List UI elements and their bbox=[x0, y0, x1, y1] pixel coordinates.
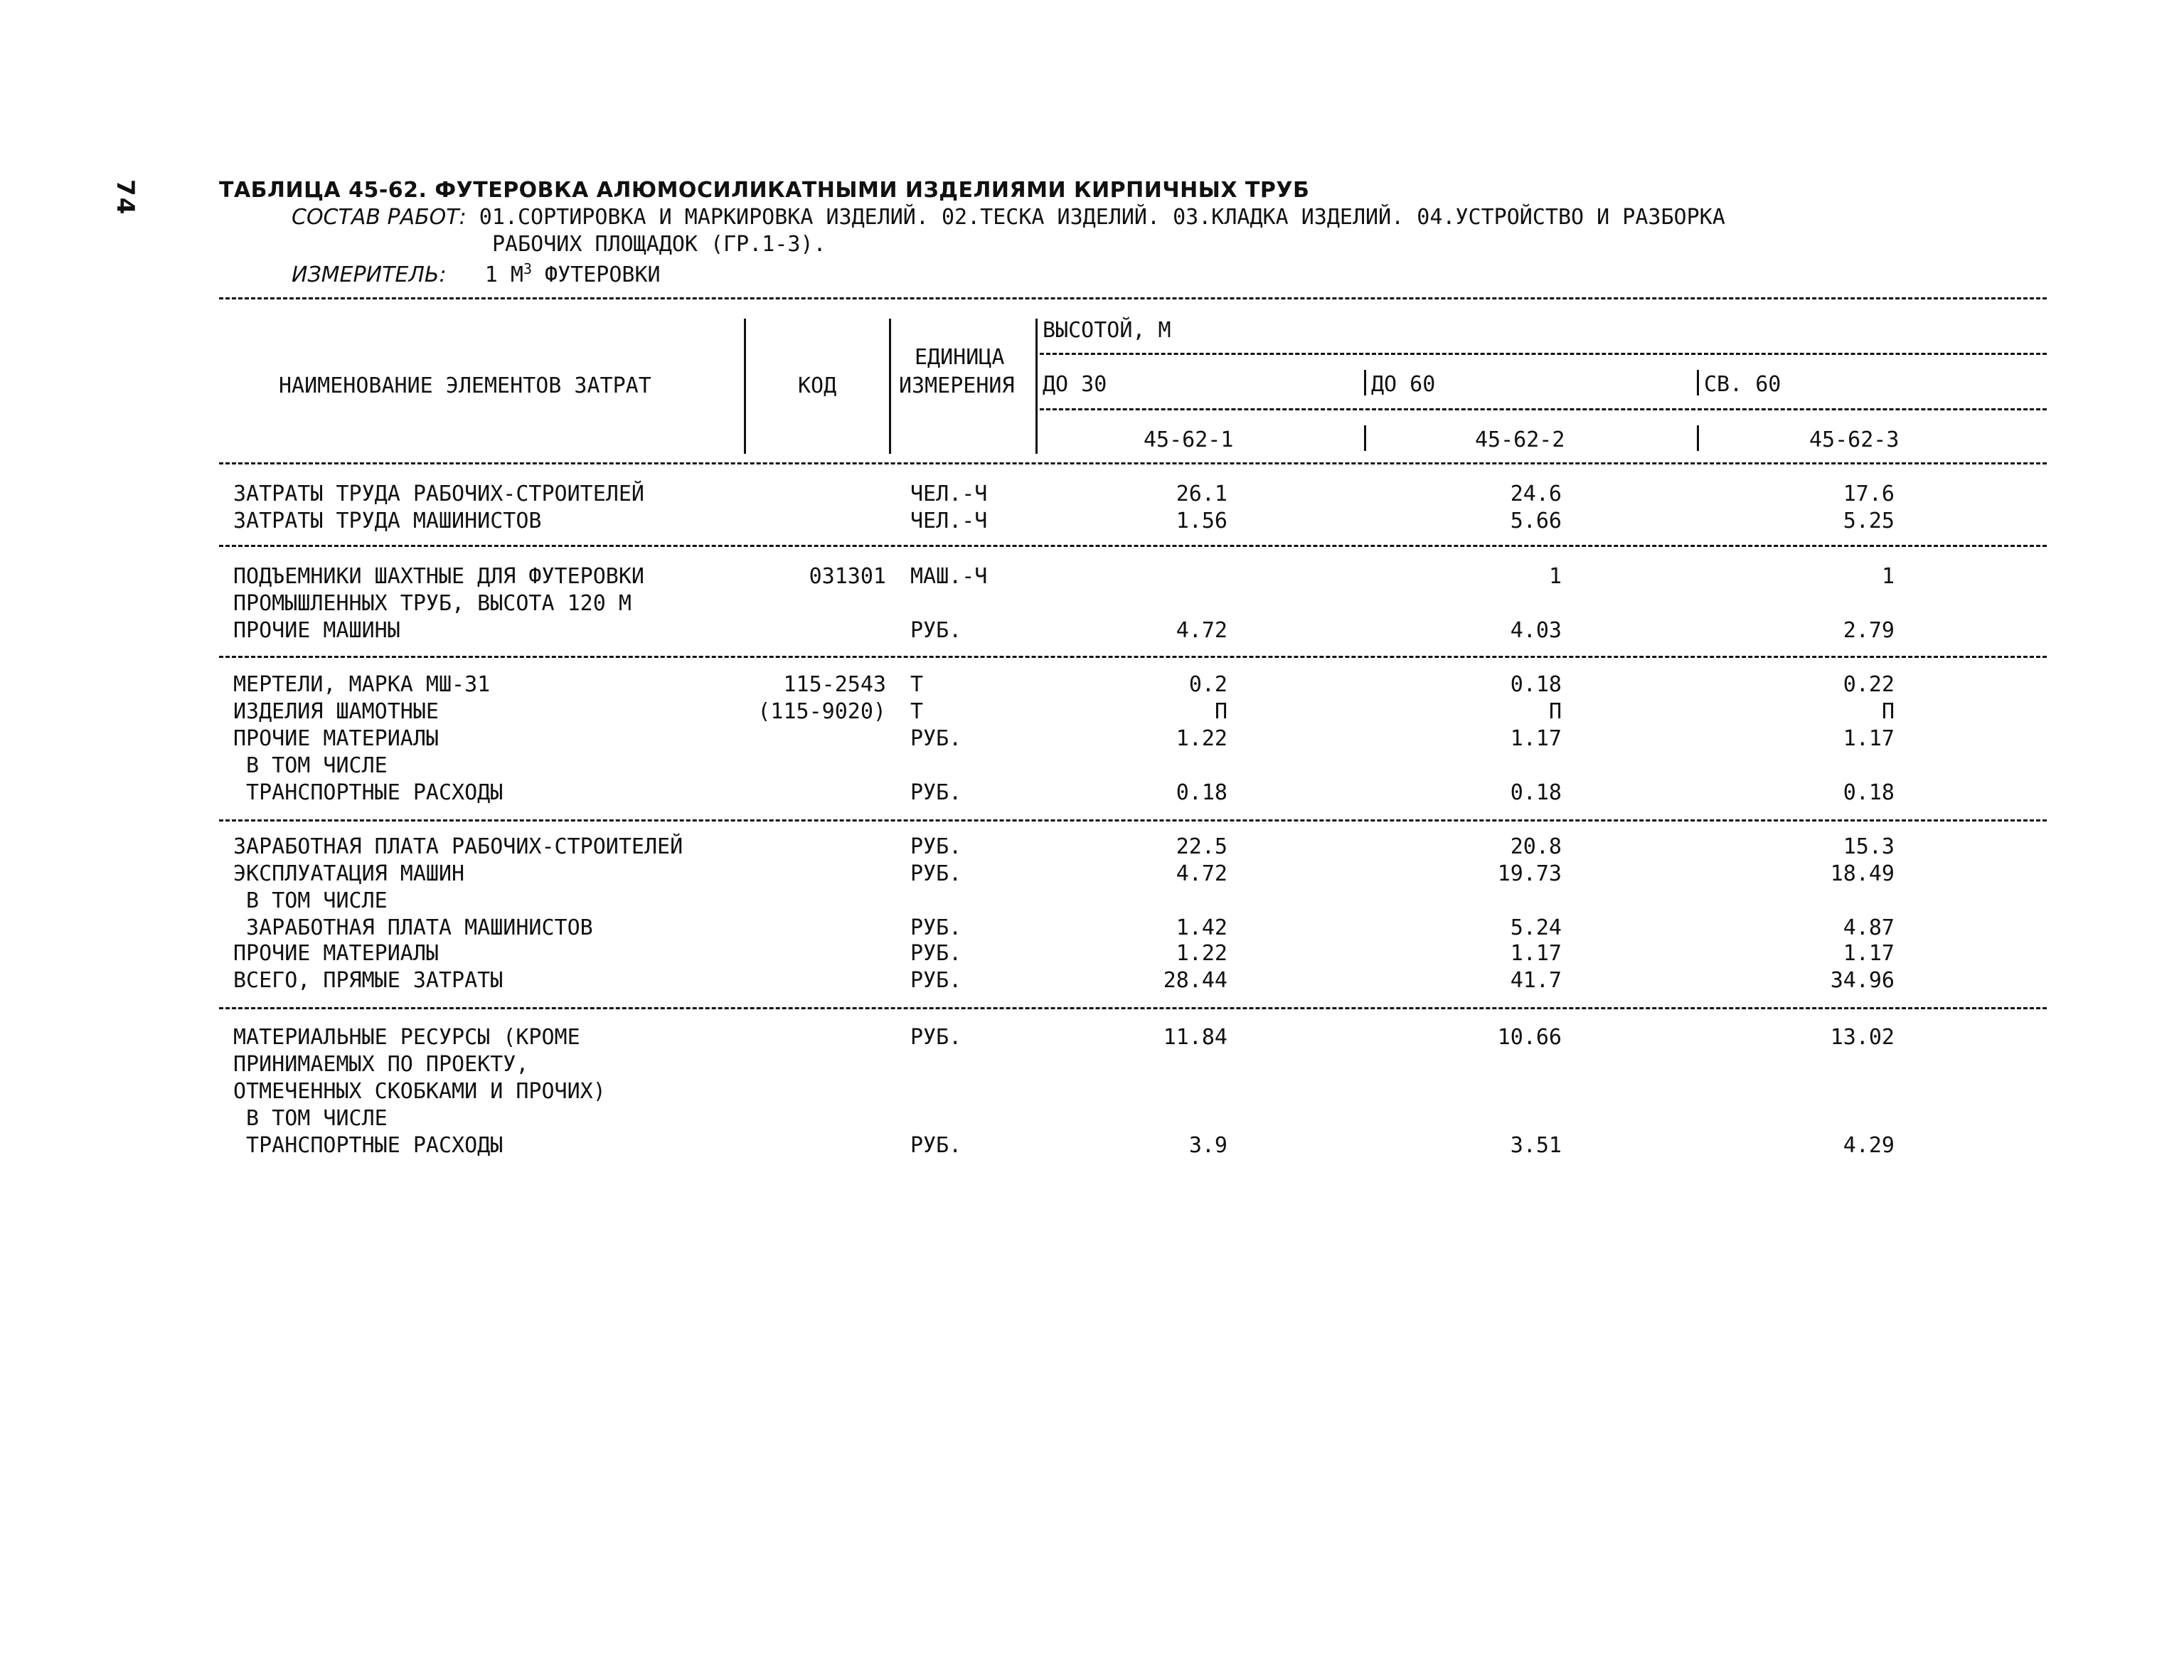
row-value-do30: П bbox=[1214, 699, 1227, 724]
row-value-do60: 20.8 bbox=[1510, 834, 1562, 859]
row-value-do30: 11.84 bbox=[1163, 1025, 1227, 1050]
row-unit: Т bbox=[910, 672, 924, 697]
row-name: ИЗДЕЛИЯ ШАМОТНЫЕ bbox=[233, 699, 439, 724]
row-value-do60: 5.24 bbox=[1510, 915, 1562, 940]
row-value-do60: 5.66 bbox=[1510, 509, 1562, 533]
row-value-do30: 28.44 bbox=[1163, 968, 1227, 993]
row-value-do30: 1.42 bbox=[1176, 915, 1227, 940]
measure-value-suffix: ФУТЕРОВКИ bbox=[532, 262, 661, 287]
row-unit: РУБ. bbox=[910, 941, 962, 966]
header-top-rule bbox=[219, 297, 2047, 299]
measure-label: ИЗМЕРИТЕЛЬ: bbox=[292, 262, 447, 287]
row-value-sv60: 17.6 bbox=[1843, 482, 1895, 506]
row-value-do60: 19.73 bbox=[1497, 861, 1562, 886]
row-value-do60: П bbox=[1548, 699, 1562, 724]
header-height-3: СВ. 60 bbox=[1704, 372, 1781, 397]
row-value-sv60: 5.25 bbox=[1843, 509, 1895, 533]
row-name: ОТМЕЧЕННЫХ СКОБКАМИ И ПРОЧИХ) bbox=[233, 1079, 606, 1104]
header-bottom-rule bbox=[219, 462, 2047, 464]
measure-line bbox=[292, 260, 661, 287]
row-value-sv60: 15.3 bbox=[1843, 834, 1895, 859]
row-name: ЗАРАБОТНАЯ ПЛАТА МАШИНИСТОВ bbox=[233, 915, 593, 940]
row-value-do60: 1.17 bbox=[1510, 726, 1562, 751]
header-height-2: ДО 60 bbox=[1371, 372, 1436, 397]
row-name: МЕРТЕЛИ, МАРКА МШ-31 bbox=[233, 672, 491, 697]
row-name: В ТОМ ЧИСЛЕ bbox=[233, 753, 388, 778]
row-unit: РУБ. bbox=[910, 861, 962, 886]
row-unit: РУБ. bbox=[910, 780, 962, 805]
header-divider-3 bbox=[1035, 319, 1038, 454]
measure-value-sup: 3 bbox=[523, 260, 532, 277]
header-height-1: ДО 30 bbox=[1043, 372, 1107, 397]
row-value-do60: 10.66 bbox=[1497, 1025, 1562, 1050]
group-separator-2 bbox=[219, 656, 2047, 658]
row-value-do30: 1.22 bbox=[1176, 941, 1227, 966]
group-separator-4 bbox=[219, 1007, 2047, 1009]
measure-value-prefix: 1 М bbox=[484, 262, 523, 287]
row-unit: Т bbox=[910, 699, 924, 724]
row-unit: РУБ. bbox=[910, 726, 962, 751]
row-name: ЗАТРАТЫ ТРУДА МАШИНИСТОВ bbox=[233, 509, 542, 533]
row-name: В ТОМ ЧИСЛЕ bbox=[233, 888, 388, 913]
composition-text-1: 01.СОРТИРОВКА И МАРКИРОВКА ИЗДЕЛИЙ. 02.ТЕСКА ИЗДЕЛИЙ. 03.КЛАДКА ИЗДЕЛИЙ. 04.УСТРОЙСТВО И РАЗБОРКА bbox=[479, 205, 1725, 230]
row-value-sv60: 2.79 bbox=[1843, 618, 1895, 643]
header-sub-rule-2 bbox=[1040, 408, 2047, 410]
row-value-sv60: 18.49 bbox=[1830, 861, 1895, 886]
row-value-do30: 1.22 bbox=[1176, 726, 1227, 751]
header-divider-2 bbox=[889, 319, 891, 454]
table-title: ТАБЛИЦА 45-62. ФУТЕРОВКА АЛЮМОСИЛИКАТНЫМИ ИЗДЕЛИЯМИ КИРПИЧНЫХ ТРУБ bbox=[219, 178, 1310, 203]
row-value-do60: 1 bbox=[1548, 564, 1562, 589]
row-name: ЭКСПЛУАТАЦИЯ МАШИН bbox=[233, 861, 465, 886]
header-divider-7 bbox=[1697, 425, 1699, 451]
row-value-sv60: 4.29 bbox=[1843, 1133, 1895, 1158]
page-number: 74 bbox=[111, 179, 139, 216]
row-name: ПОДЪЕМНИКИ ШАХТНЫЕ ДЛЯ ФУТЕРОВКИ bbox=[233, 564, 644, 589]
row-value-do30: 0.18 bbox=[1176, 780, 1227, 805]
row-unit: РУБ. bbox=[910, 915, 962, 940]
header-code-1: 45-62-1 bbox=[1144, 427, 1234, 452]
header-unit-col-2: ИЗМЕРЕНИЯ bbox=[899, 373, 1015, 398]
row-name: ВСЕГО, ПРЯМЫЕ ЗАТРАТЫ bbox=[233, 968, 504, 993]
row-value-sv60: 1 bbox=[1881, 564, 1895, 589]
row-value-do30: 22.5 bbox=[1176, 834, 1227, 859]
row-unit: РУБ. bbox=[910, 1133, 962, 1158]
header-divider-6 bbox=[1364, 425, 1366, 451]
group-separator-3 bbox=[219, 819, 2047, 822]
header-divider-4 bbox=[1364, 370, 1366, 395]
row-value-sv60: 0.22 bbox=[1843, 672, 1895, 697]
row-code: 115-2543 bbox=[783, 672, 886, 697]
row-unit: РУБ. bbox=[910, 1025, 962, 1050]
row-name: МАТЕРИАЛЬНЫЕ РЕСУРСЫ (КРОМЕ bbox=[233, 1025, 580, 1050]
header-divider-5 bbox=[1697, 370, 1699, 395]
row-unit: РУБ. bbox=[910, 968, 962, 993]
header-unit-col-1: ЕДИНИЦА bbox=[915, 345, 1005, 370]
row-value-do60: 0.18 bbox=[1510, 780, 1562, 805]
row-value-do30: 26.1 bbox=[1176, 482, 1227, 506]
row-name: ТРАНСПОРТНЫЕ РАСХОДЫ bbox=[233, 1133, 504, 1158]
row-code: 031301 bbox=[809, 564, 886, 589]
row-value-do30: 4.72 bbox=[1176, 618, 1227, 643]
row-value-sv60: 1.17 bbox=[1843, 941, 1895, 966]
header-height-group: ВЫСОТОЙ, М bbox=[1043, 318, 1171, 343]
row-value-do60: 24.6 bbox=[1510, 482, 1562, 506]
row-value-sv60: 1.17 bbox=[1843, 726, 1895, 751]
row-code: (115-9020) bbox=[757, 699, 886, 724]
header-sub-rule-1 bbox=[1040, 353, 2047, 355]
row-unit: РУБ. bbox=[910, 618, 962, 643]
header-divider-1 bbox=[744, 319, 746, 454]
row-value-sv60: 34.96 bbox=[1830, 968, 1895, 993]
row-value-sv60: 13.02 bbox=[1830, 1025, 1895, 1050]
group-separator-1 bbox=[219, 545, 2047, 547]
row-name: ТРАНСПОРТНЫЕ РАСХОДЫ bbox=[233, 780, 504, 805]
row-name: ЗАРАБОТНАЯ ПЛАТА РАБОЧИХ-СТРОИТЕЛЕЙ bbox=[233, 834, 683, 859]
row-value-do60: 41.7 bbox=[1510, 968, 1562, 993]
row-value-do30: 1.56 bbox=[1176, 509, 1227, 533]
header-name-col: НАИМЕНОВАНИЕ ЭЛЕМЕНТОВ ЗАТРАТ bbox=[279, 373, 651, 398]
row-name: ПРИНИМАЕМЫХ ПО ПРОЕКТУ, bbox=[233, 1052, 529, 1077]
row-value-do30: 3.9 bbox=[1188, 1133, 1227, 1158]
row-unit: РУБ. bbox=[910, 834, 962, 859]
composition-line-1 bbox=[292, 205, 1725, 230]
header-code-2: 45-62-2 bbox=[1475, 427, 1565, 452]
row-name: ЗАТРАТЫ ТРУДА РАБОЧИХ-СТРОИТЕЛЕЙ bbox=[233, 482, 644, 506]
row-name: ПРОЧИЕ МАШИНЫ bbox=[233, 618, 400, 643]
header-code-3: 45-62-3 bbox=[1809, 427, 1900, 452]
row-value-do30: 0.2 bbox=[1188, 672, 1227, 697]
row-value-sv60: П bbox=[1881, 699, 1895, 724]
row-unit: МАШ.-Ч bbox=[910, 564, 988, 589]
row-value-do30: 4.72 bbox=[1176, 861, 1227, 886]
row-value-do60: 0.18 bbox=[1510, 672, 1562, 697]
row-value-do60: 4.03 bbox=[1510, 618, 1562, 643]
header-code-col: КОД bbox=[798, 373, 837, 398]
row-value-do60: 1.17 bbox=[1510, 941, 1562, 966]
row-name: ПРОЧИЕ МАТЕРИАЛЫ bbox=[233, 726, 439, 751]
row-unit: ЧЕЛ.-Ч bbox=[910, 509, 988, 533]
row-name: ПРОМЫШЛЕННЫХ ТРУБ, ВЫСОТА 120 М bbox=[233, 591, 632, 616]
composition-label: СОСТАВ РАБОТ: bbox=[292, 205, 467, 230]
row-value-sv60: 0.18 bbox=[1843, 780, 1895, 805]
row-value-do60: 3.51 bbox=[1510, 1133, 1562, 1158]
composition-line-2: РАБОЧИХ ПЛОЩАДОК (ГР.1-3). bbox=[492, 232, 826, 257]
row-value-sv60: 4.87 bbox=[1843, 915, 1895, 940]
row-name: ПРОЧИЕ МАТЕРИАЛЫ bbox=[233, 941, 439, 966]
row-name: В ТОМ ЧИСЛЕ bbox=[233, 1106, 388, 1131]
row-unit: ЧЕЛ.-Ч bbox=[910, 482, 988, 506]
